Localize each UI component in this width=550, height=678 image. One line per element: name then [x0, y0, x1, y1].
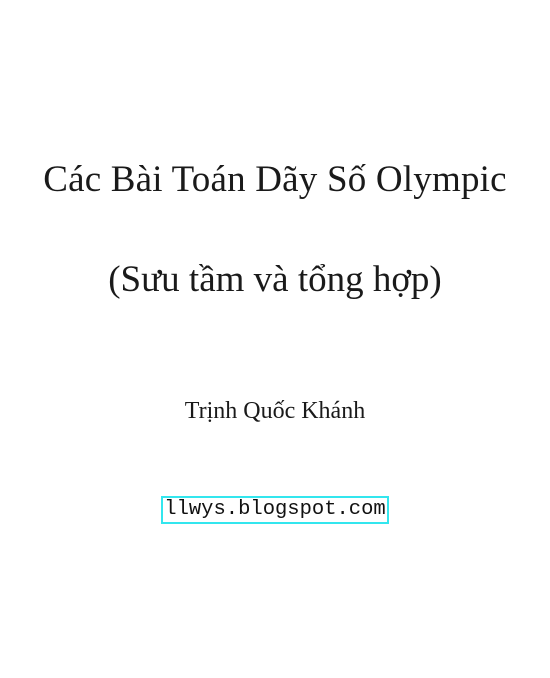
link-container	[0, 496, 550, 524]
author-name: Trịnh Quốc Khánh	[184, 398, 366, 424]
document-title: Các Bài Toán Dãy Số Olympic	[43, 159, 507, 200]
document-subtitle: (Sưu tầm và tổng hợp)	[108, 259, 442, 300]
blog-link[interactable]: llwys.blogspot.com	[161, 496, 388, 524]
